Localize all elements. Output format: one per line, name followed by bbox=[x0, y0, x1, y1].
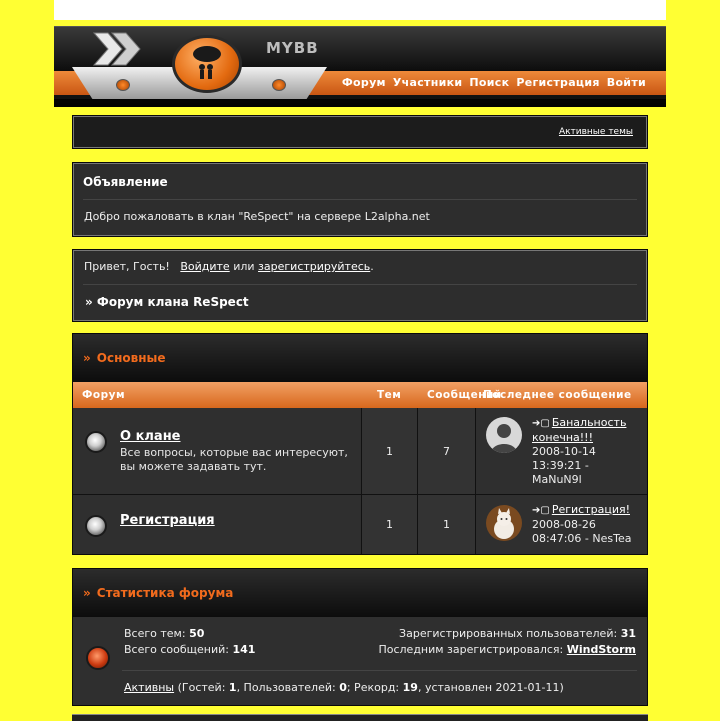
online-text: ; Рекорд: bbox=[346, 681, 403, 694]
page-wrapper bbox=[54, 0, 666, 720]
register-link[interactable]: зарегистрируйтесь bbox=[258, 260, 371, 273]
category-box bbox=[72, 333, 648, 555]
stats-box bbox=[72, 568, 648, 706]
login-link[interactable]: Войдите bbox=[180, 260, 230, 273]
last-post-info bbox=[532, 416, 642, 487]
last-post-meta: 2008-10-14 13:39:21 - MaNuN9l bbox=[532, 445, 596, 486]
stats-title bbox=[83, 586, 233, 600]
online-users-link[interactable]: Активны bbox=[124, 681, 175, 694]
total-topics-value: 50 bbox=[189, 627, 205, 640]
last-post-cell bbox=[476, 495, 647, 554]
top-white-strip bbox=[54, 0, 666, 20]
online-text: , установлен 2021-01-11) bbox=[417, 681, 564, 694]
posts-cell bbox=[418, 408, 476, 494]
last-post-info bbox=[532, 503, 642, 546]
toolbar-box bbox=[72, 115, 648, 149]
forum-title-link[interactable]: О клане bbox=[120, 429, 181, 444]
col-posts: Сообщений bbox=[427, 389, 502, 401]
nav-login[interactable]: Войти bbox=[606, 76, 646, 89]
record-count: 19 bbox=[402, 681, 418, 694]
welcome-line bbox=[84, 260, 374, 273]
header-dot-right bbox=[272, 79, 286, 91]
last-registered-user-link[interactable]: WindStorm bbox=[566, 643, 636, 656]
total-topics bbox=[124, 627, 204, 640]
last-post-link[interactable]: Регистрация! bbox=[551, 503, 630, 516]
or-text: или bbox=[233, 260, 255, 273]
mouse-logo-icon bbox=[172, 35, 242, 93]
topics-cell bbox=[362, 408, 418, 494]
period-text: . bbox=[370, 260, 374, 273]
stats-icon bbox=[86, 646, 110, 670]
last-post-link[interactable]: Банальность конечна!!! bbox=[532, 416, 627, 444]
people-icon bbox=[175, 38, 239, 90]
stats-marker: » bbox=[83, 586, 91, 600]
divider bbox=[122, 670, 637, 671]
posts-count: 1 bbox=[443, 518, 450, 531]
forum-cell bbox=[73, 495, 362, 554]
topics-count: 1 bbox=[386, 518, 393, 531]
goto-post-icon[interactable]: ➔▢ bbox=[532, 505, 550, 516]
brand-logo-text: MYBB bbox=[266, 39, 319, 57]
total-topics-label: Всего тем: bbox=[124, 627, 186, 640]
last-post-cell bbox=[476, 408, 647, 494]
table-header bbox=[73, 382, 647, 408]
online-text: (Гостей: bbox=[174, 681, 229, 694]
nav-members[interactable]: Участники bbox=[392, 76, 463, 89]
online-info bbox=[124, 681, 564, 694]
breadcrumb[interactable]: » Форум клана ReSpect bbox=[85, 295, 249, 309]
total-posts bbox=[124, 643, 255, 656]
site-header bbox=[54, 26, 666, 107]
divider bbox=[83, 284, 637, 285]
announcement-text: Добро пожаловать в клан "ReSpect" на сервере L2alpha.net bbox=[84, 210, 430, 223]
posts-count: 7 bbox=[443, 445, 450, 458]
cat-avatar[interactable] bbox=[486, 505, 522, 541]
last-registered-label: Последним зарегистрировался: bbox=[378, 643, 564, 656]
announcement-box bbox=[72, 162, 648, 237]
announcement-title: Объявление bbox=[83, 175, 168, 189]
forum-status-icon bbox=[85, 431, 107, 453]
total-posts-label: Всего сообщений: bbox=[124, 643, 229, 656]
registered-label: Зарегистрированных пользователей: bbox=[399, 627, 618, 640]
stats-body bbox=[73, 617, 647, 705]
divider bbox=[83, 199, 637, 200]
table-row bbox=[73, 495, 647, 554]
total-posts-value: 141 bbox=[232, 643, 256, 656]
forum-cell bbox=[73, 408, 362, 494]
topics-count: 1 bbox=[386, 445, 393, 458]
last-registered bbox=[378, 643, 636, 656]
user-silhouette-icon bbox=[486, 417, 522, 453]
topics-cell bbox=[362, 495, 418, 554]
welcome-box bbox=[72, 249, 648, 322]
registered-users bbox=[399, 627, 636, 640]
active-topics-link[interactable]: Активные темы bbox=[558, 127, 633, 137]
last-post-meta: 2008-08-26 08:47:06 - NesTea bbox=[532, 518, 632, 545]
nav-register[interactable]: Регистрация bbox=[516, 76, 600, 89]
category-header bbox=[73, 334, 647, 382]
main-nav bbox=[342, 76, 646, 89]
stats-header bbox=[73, 569, 647, 617]
guests-count: 1 bbox=[228, 681, 237, 694]
category-title[interactable] bbox=[83, 351, 166, 365]
registered-value: 31 bbox=[620, 627, 636, 640]
col-forum: Форум bbox=[82, 389, 126, 401]
online-text: , Пользователей: bbox=[236, 681, 340, 694]
default-user-icon[interactable] bbox=[486, 417, 522, 453]
col-last-post: Последнее сообщение bbox=[483, 389, 632, 401]
goto-post-icon[interactable]: ➔▢ bbox=[532, 418, 550, 429]
cat-icon bbox=[486, 505, 522, 541]
users-count: 0 bbox=[339, 681, 347, 694]
header-dot-left bbox=[116, 79, 130, 91]
forum-status-icon bbox=[85, 515, 107, 537]
category-title-text: Основные bbox=[96, 351, 166, 365]
stats-title-text: Статистика форума bbox=[96, 586, 234, 600]
chevron-logo-icon bbox=[92, 31, 142, 67]
category-marker: » bbox=[83, 351, 91, 365]
forum-description: Все вопросы, которые вас интересуют, вы можете задавать тут. bbox=[120, 446, 348, 473]
posts-cell bbox=[418, 495, 476, 554]
nav-search[interactable]: Поиск bbox=[469, 76, 510, 89]
forum-title-link[interactable]: Регистрация bbox=[120, 513, 215, 528]
nav-forum[interactable]: Форум bbox=[341, 76, 386, 89]
greeting-text: Привет, Гость! bbox=[84, 260, 170, 273]
col-topics: Тем bbox=[377, 389, 402, 401]
table-row bbox=[73, 408, 647, 495]
